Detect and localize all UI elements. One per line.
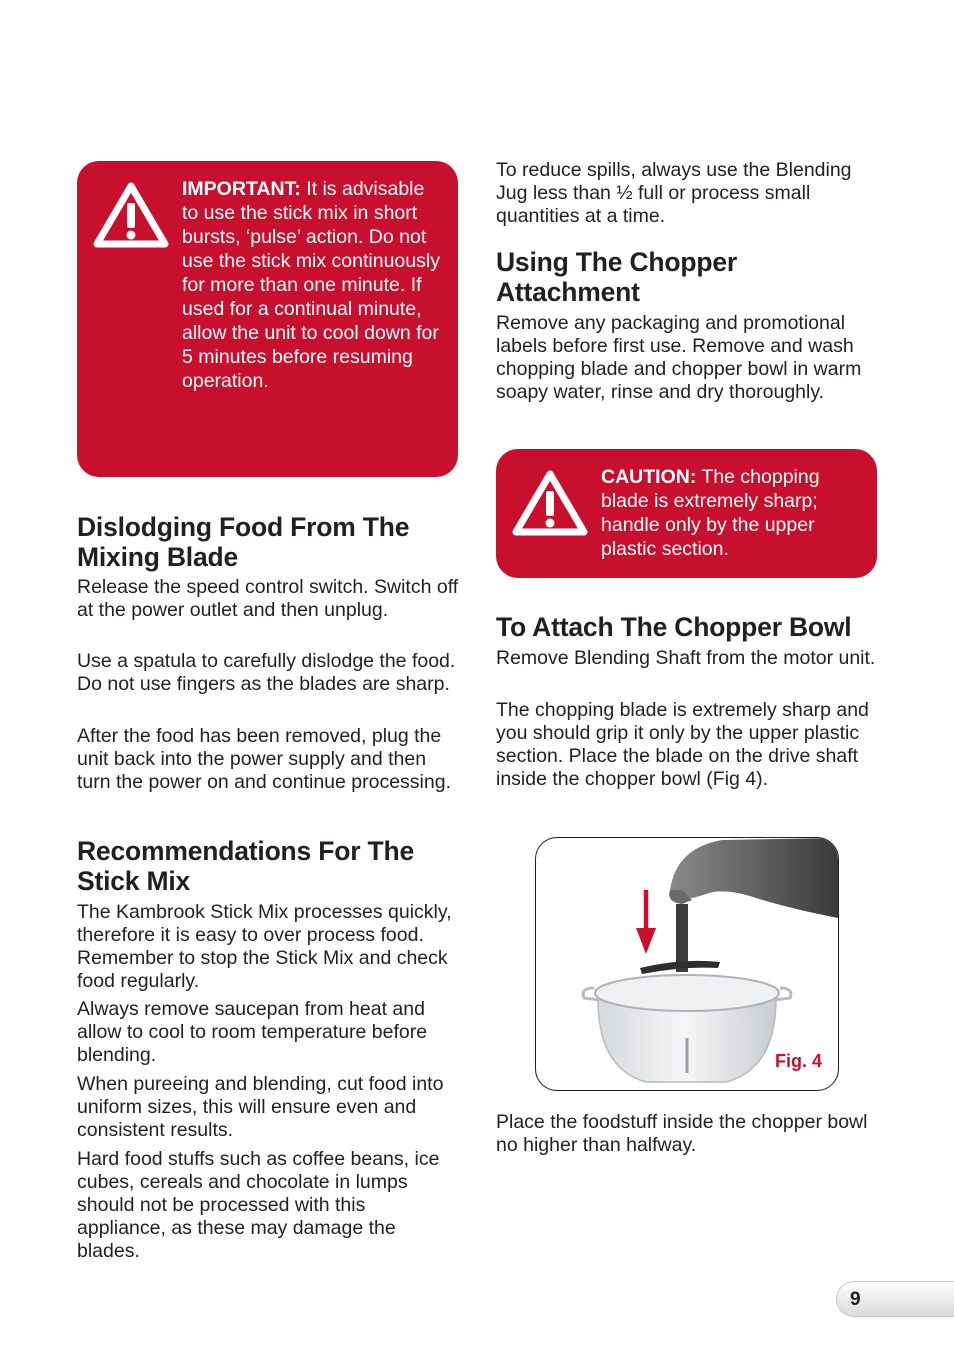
chopper-attachment-paragraph: Remove any packaging and promotional labels before first use. Remove and wash chopping blade and chopper bowl in warm soapy water, rinse and dry thoroughly. (496, 312, 862, 403)
warning-triangle-icon (93, 181, 169, 249)
important-body: It is advisable to use the stick mix in short bursts, ‘pulse’ action. Do not use the stick mix continuously for more than one minute. If used for a continual minute, allow the unit to cool down for 5 minutes before resuming operation. (182, 178, 440, 392)
heading-recommendations: Recommendations For The Stick Mix (77, 836, 415, 896)
page-number: 9 (850, 1289, 861, 1310)
important-warning-text (182, 177, 444, 393)
dislodging-paragraph-3: After the food has been removed, plug the unit back into the power supply and then turn the power on and continue processing. (77, 725, 451, 793)
recommendations-paragraph-1: The Kambrook Stick Mix processes quickly, therefore it is easy to over process food. Remember to stop the Stick Mix and check food regularly. (77, 901, 452, 992)
heading-dislodging-food: Dislodging Food From The Mixing Blade (77, 512, 410, 572)
figure-label: Fig. 4 (774, 1051, 822, 1071)
figure-chopper-bowl (535, 837, 839, 1091)
caution-warning-box (496, 449, 877, 578)
dislodging-paragraph-2: Use a spatula to carefully dislodge the food. Do not use fingers as the blades are sharp. (77, 650, 456, 695)
heading-attach-chopper-bowl: To Attach The Chopper Bowl (496, 612, 852, 642)
caution-body: The chopping blade is extremely sharp; handle only by the upper plastic section. (601, 466, 820, 560)
recommendations-paragraph-2: Always remove saucepan from heat and allow to cool to room temperature before blending. (77, 998, 428, 1066)
important-label: IMPORTANT: (182, 178, 301, 200)
spills-paragraph: To reduce spills, always use the Blending Jug less than ½ full or process small quantities at a time. (496, 159, 852, 227)
recommendations-paragraph-4: Hard food stuffs such as coffee beans, ice cubes, cereals and chocolate in lumps should not be processed with this appliance, as these may damage the blades. (77, 1148, 440, 1262)
page-number-tab (836, 1281, 954, 1317)
heading-using-chopper: Using The Chopper Attachment (496, 247, 737, 307)
foodstuff-paragraph: Place the foodstuff inside the chopper bowl no higher than halfway. (496, 1111, 868, 1156)
caution-warning-text (601, 465, 869, 561)
recommendations-paragraph-3: When pureeing and blending, cut food into uniform sizes, this will ensure even and consistent results. (77, 1073, 444, 1141)
warning-triangle-icon (512, 469, 588, 537)
attach-paragraph-1: Remove Blending Shaft from the motor unit. (496, 647, 876, 669)
important-warning-box (77, 161, 458, 477)
caution-label: CAUTION: (601, 466, 697, 488)
dislodging-paragraph-1: Release the speed control switch. Switch off at the power outlet and then unplug. (77, 576, 459, 621)
attach-paragraph-2: The chopping blade is extremely sharp and you should grip it only by the upper plastic section. Place the blade on the drive shaft inside the chopper bowl (Fig 4). (496, 699, 869, 790)
